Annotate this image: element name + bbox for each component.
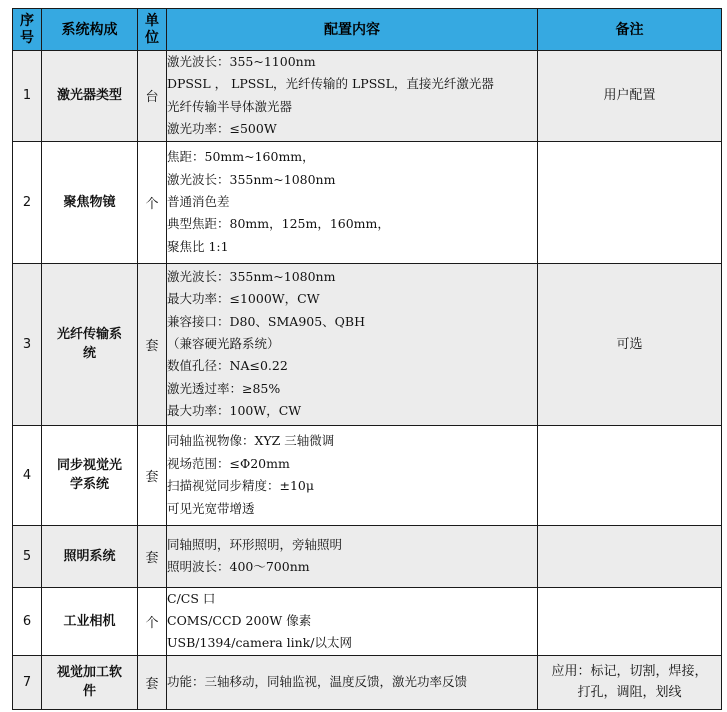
config-line: 激光波长：355~1100nm	[167, 54, 316, 69]
row-note	[538, 587, 722, 655]
row-component: 视觉加工软件	[42, 655, 138, 709]
config-line: 可见光宽带增透	[167, 500, 255, 516]
config-line: 同轴照明，环形照明，旁轴照明	[167, 536, 343, 552]
config-line: COMS/CCD 200W 像素	[167, 613, 312, 629]
note-line: 打孔，调阻，划线	[577, 685, 682, 701]
row-unit: 台	[138, 51, 167, 142]
config-line: 普通消色差	[167, 193, 230, 209]
row-seq: 2	[13, 141, 42, 263]
header-seq: 序号	[13, 9, 42, 51]
row-config	[167, 425, 538, 525]
note-line: 用户配置	[603, 88, 656, 104]
config-line: 最大功率：≤1000W，CW	[167, 291, 320, 307]
row-note	[538, 263, 722, 425]
config-line: 典型焦距：80mm，125m，160mm，	[167, 216, 390, 232]
config-line: 激光波长：355nm~1080nm	[167, 268, 336, 284]
row-component: 工业相机	[42, 587, 138, 655]
row-config	[167, 525, 538, 587]
table-row	[13, 525, 722, 587]
row-component: 同步视觉光学系统	[42, 425, 138, 525]
configuration-table	[12, 8, 722, 710]
row-seq: 6	[13, 587, 42, 655]
row-note	[538, 425, 722, 525]
header-component: 系统构成	[42, 9, 138, 51]
table-row	[13, 141, 722, 263]
row-component: 激光器类型	[42, 51, 138, 142]
row-component: 光纤传输系统	[42, 263, 138, 425]
table-row	[13, 655, 722, 709]
config-line: C/CS 口	[167, 590, 216, 606]
config-line: 激光功率：≤500W	[167, 121, 277, 137]
row-component: 聚焦物镜	[42, 141, 138, 263]
row-unit: 套	[138, 655, 167, 709]
row-note	[538, 141, 722, 263]
row-note	[538, 655, 722, 709]
row-seq: 5	[13, 525, 42, 587]
row-component: 照明系统	[42, 525, 138, 587]
config-line: USB/1394/camera link/以太网	[167, 635, 352, 651]
row-unit: 个	[138, 587, 167, 655]
row-config	[167, 263, 538, 425]
row-config	[167, 51, 538, 142]
row-seq: 1	[13, 51, 42, 142]
row-unit: 个	[138, 141, 167, 263]
row-config	[167, 587, 538, 655]
row-unit: 套	[138, 425, 167, 525]
header-note: 备注	[538, 9, 722, 51]
table-row	[13, 51, 722, 142]
table-row	[13, 425, 722, 525]
config-line: DPSSL ， LPSSL，光纤传输的 LPSSL，直接光纤激光器	[167, 76, 494, 92]
config-line: 照明波长：400～700nm	[167, 559, 310, 575]
table-row	[13, 587, 722, 655]
row-config	[167, 141, 538, 263]
config-line: 焦距：50mm~160mm，	[167, 149, 315, 165]
note-line: 应用：标记，切割，焊接，	[551, 664, 708, 680]
row-note	[538, 51, 722, 142]
config-line: 激光波长：355nm~1080nm	[167, 171, 336, 187]
row-config	[167, 655, 538, 709]
config-line: 聚焦比 1:1	[167, 238, 229, 254]
row-seq: 7	[13, 655, 42, 709]
row-seq: 4	[13, 425, 42, 525]
header-row	[13, 9, 722, 51]
row-unit: 套	[138, 263, 167, 425]
config-line: 最大功率：100W，CW	[167, 403, 302, 419]
config-line: 激光透过率：≥85%	[167, 380, 281, 396]
table-row	[13, 263, 722, 425]
row-note	[538, 525, 722, 587]
config-line: 同轴监视物像：XYZ 三轴微调	[167, 433, 335, 449]
config-line: 数值孔径：NA≤0.22	[167, 358, 288, 374]
header-config: 配置内容	[167, 9, 538, 51]
note-line: 可选	[616, 336, 643, 352]
config-line: 扫描视觉同步精度：±10μ	[167, 478, 315, 494]
row-seq: 3	[13, 263, 42, 425]
config-line: 功能：三轴移动，同轴监视，温度反馈，激光功率反馈	[167, 674, 468, 690]
config-line: （兼容硬光路系统）	[167, 335, 280, 351]
header-unit: 单位	[138, 9, 167, 51]
config-line: 光纤传输半导体激光器	[167, 98, 293, 114]
config-line: 兼容接口：D80、SMA905、QBH	[167, 313, 366, 329]
config-line: 视场范围：≤Φ20mm	[167, 455, 290, 471]
row-unit: 套	[138, 525, 167, 587]
